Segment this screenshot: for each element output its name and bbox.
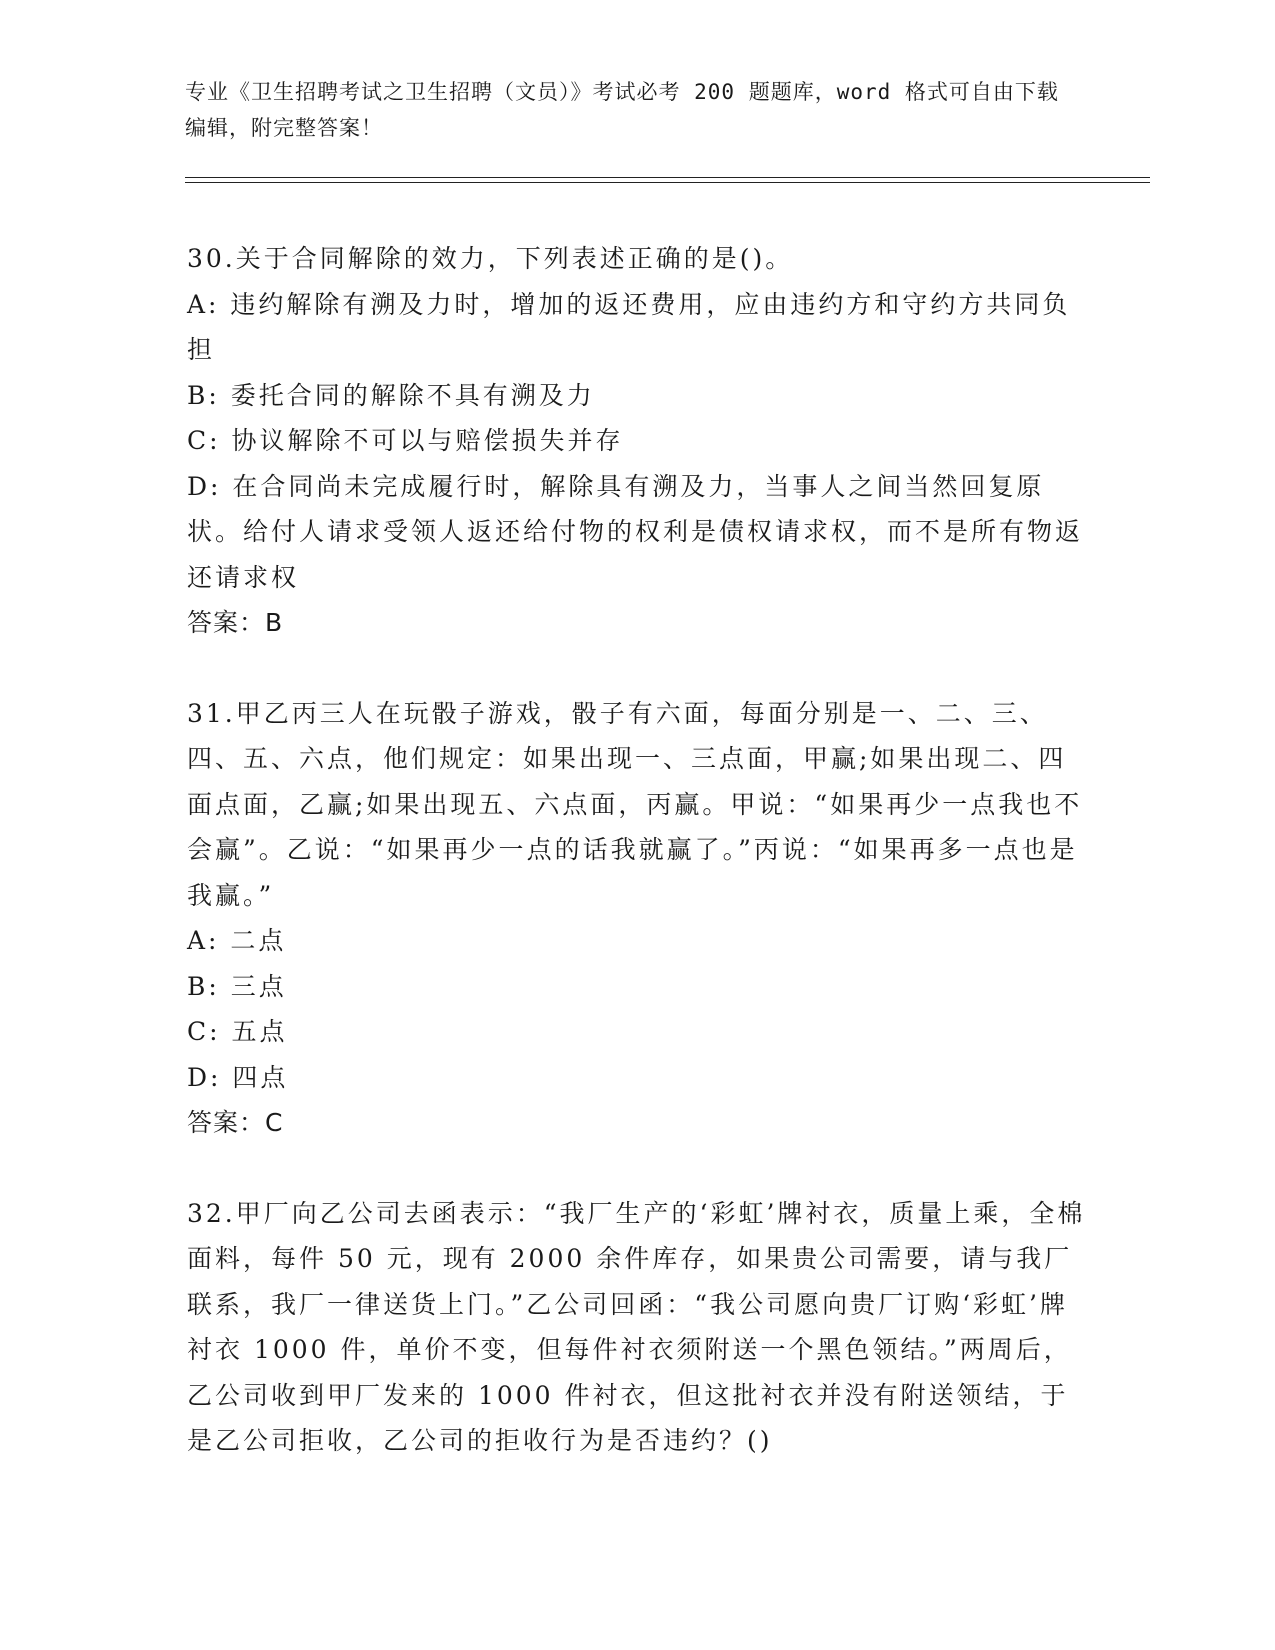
answer-label: 答案：B [187,608,284,637]
question-stem: 32.甲厂向乙公司去函表示：“我厂生产的‘彩虹’牌衬衣，质量上乘，全棉面料，每件 50 元，现有 2000 余件库存，如果贵公司需要，请与我厂联系，我厂一律送货上门。”乙公司回函：“我公司愿向贵厂订购‘彩虹’牌衬衣 1000 件，单价不变，但每件衬衣须附送一个黑色领结。”两周后，乙公司收到甲厂发来的 1000 件衬衣，但这批衬衣并没有附送领结，于是乙公司拒收，乙公司的拒收行为是否违约？() [187,1198,1086,1455]
header-divider-top [185,177,1150,178]
answer-label: 答案：C [187,1108,284,1137]
option-a: A: 违约解除有溯及力时，增加的返还费用，应由违约方和守约方共同负担 [187,289,1071,364]
question-stem: 31.甲乙丙三人在玩骰子游戏，骰子有六面，每面分别是一、二、三、四、五、六点，他们规定：如果出现一、三点面，甲赢;如果出现二、四面点面，乙赢;如果出现五、六点面，丙赢。甲说：“如果再少一点我也不会赢”。乙说：“如果再少一点的话我就赢了。”丙说：“如果再多一点也是我赢。” [187,698,1083,910]
document-header: 专业《卫生招聘考试之卫生招聘（文员）》考试必考 200 题题库，word 格式可自由下载编辑，附完整答案！ [185,80,1059,140]
option-b: B: 委托合同的解除不具有溯及力 [187,380,595,410]
question-32 [187,1191,1087,1464]
option-d: D: 四点 [187,1062,289,1092]
option-c: C: 协议解除不可以与赔偿损失并存 [187,426,624,455]
question-30 [187,236,1087,646]
question-stem: 30.关于合同解除的效力，下列表述正确的是()。 [187,244,794,273]
option-c: C: 五点 [187,1017,288,1046]
header-divider-bottom [185,182,1150,183]
option-b: B: 三点 [187,971,287,1001]
question-list [187,236,1087,1464]
option-a: A: 二点 [187,926,287,955]
question-31 [187,691,1087,1146]
option-d: D: 在合同尚未完成履行时，解除具有溯及力，当事人之间当然回复原状。给付人请求受领人返还给付物的权利是债权请求权，而不是所有物返还请求权 [187,471,1084,592]
